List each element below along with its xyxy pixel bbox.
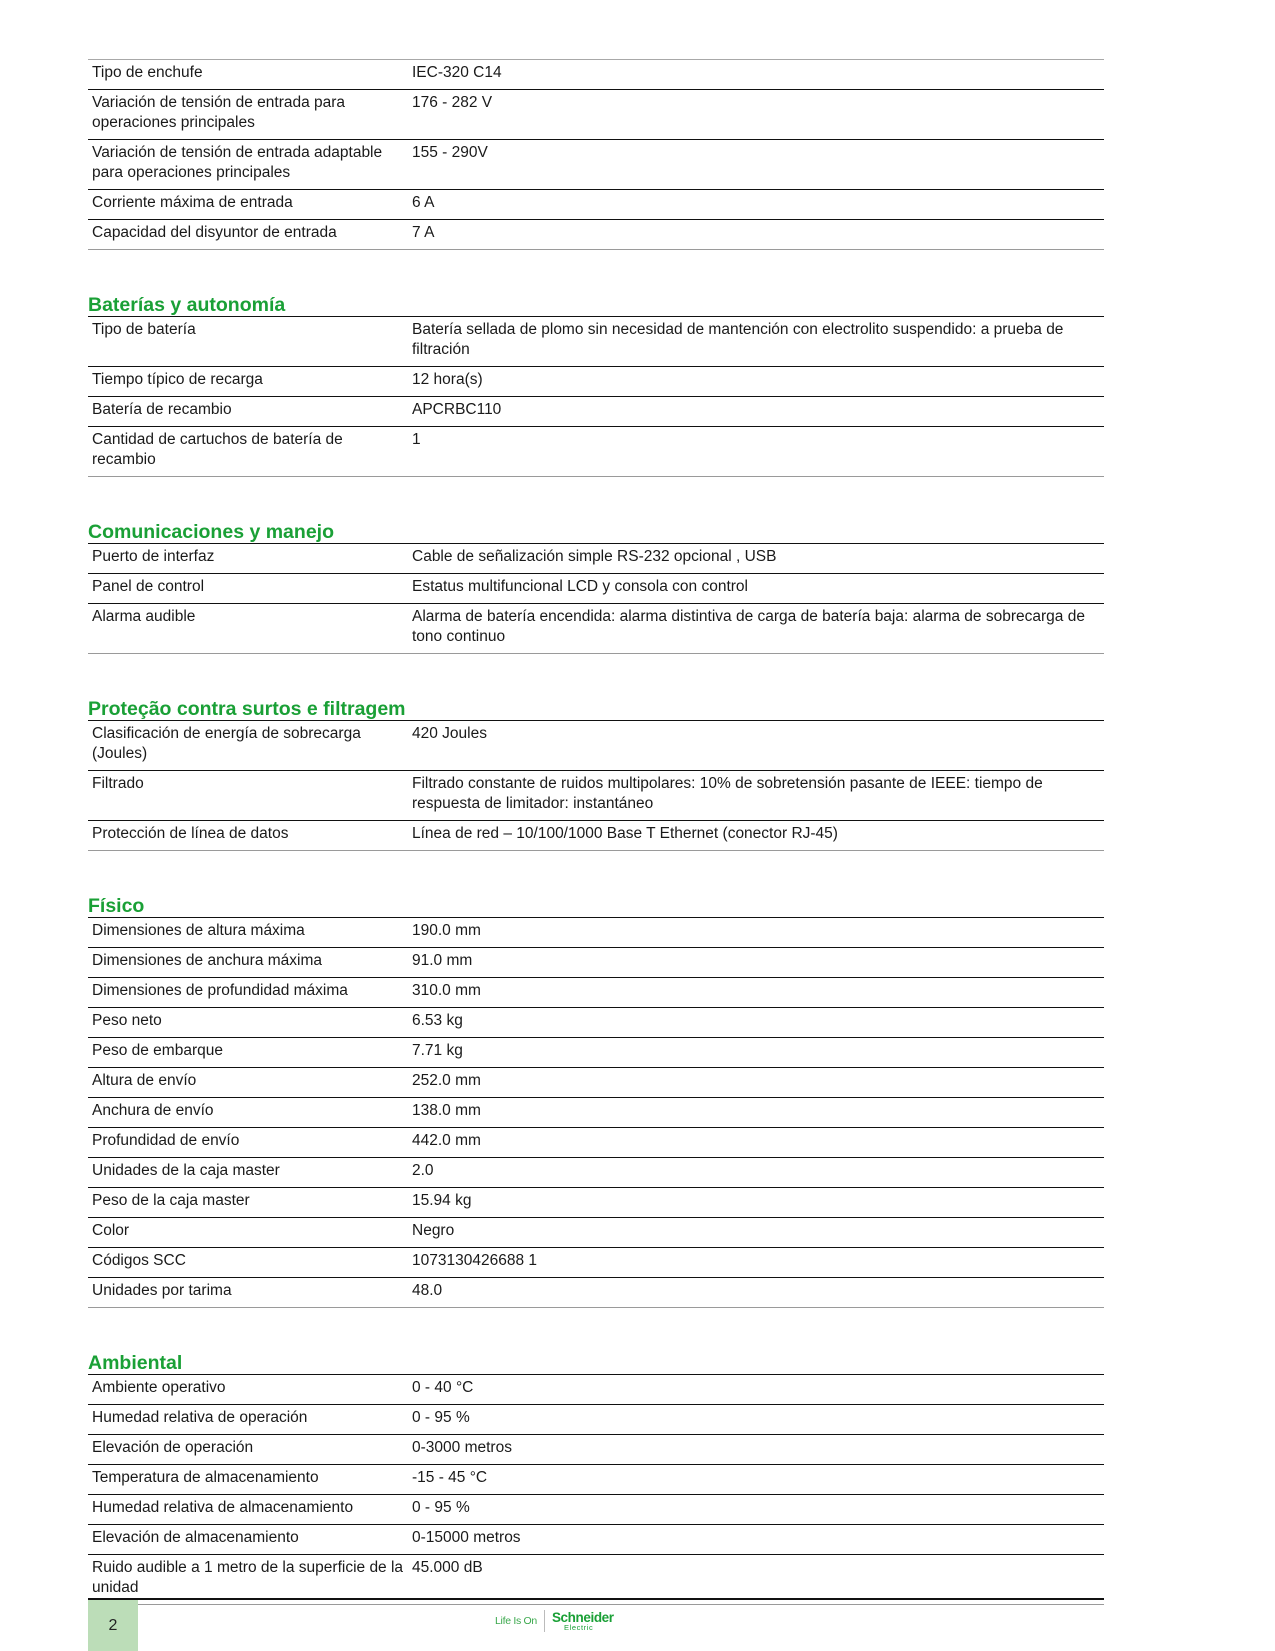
spec-label: Tiempo típico de recarga — [88, 367, 408, 397]
spec-value: 48.0 — [408, 1278, 1104, 1308]
spec-label: Tipo de enchufe — [88, 60, 408, 90]
spec-value: Estatus multifuncional LCD y consola con control — [408, 574, 1104, 604]
spec-value: IEC-320 C14 — [408, 60, 1104, 90]
table-row — [88, 1405, 1104, 1435]
table-row — [88, 367, 1104, 397]
spec-value: 0 - 95 % — [408, 1405, 1104, 1435]
spec-value: 442.0 mm — [408, 1128, 1104, 1158]
table-row — [88, 60, 1104, 90]
spec-label: Tipo de batería — [88, 317, 408, 367]
spec-label: Cantidad de cartuchos de batería de recambio — [88, 427, 408, 477]
table-row — [88, 948, 1104, 978]
spec-value: Filtrado constante de ruidos multipolares: 10% de sobretensión pasante de IEEE: tiempo de respuesta de limitador: instantáneo — [408, 771, 1104, 821]
spec-value: APCRBC110 — [408, 397, 1104, 427]
page-number: 2 — [88, 1600, 138, 1651]
spec-table-input — [88, 59, 1104, 250]
table-row — [88, 1038, 1104, 1068]
table-row — [88, 1495, 1104, 1525]
section-title: Ambiental — [88, 1352, 183, 1374]
table-row — [88, 1248, 1104, 1278]
table-row — [88, 1008, 1104, 1038]
table-row — [88, 574, 1104, 604]
table-row — [88, 1278, 1104, 1308]
spec-label: Dimensiones de anchura máxima — [88, 948, 408, 978]
table-row — [88, 397, 1104, 427]
spec-value: 45.000 dB — [408, 1555, 1104, 1605]
spec-label: Humedad relativa de almacenamiento — [88, 1495, 408, 1525]
spec-value: 1073130426688 1 — [408, 1248, 1104, 1278]
spec-value: 138.0 mm — [408, 1098, 1104, 1128]
spec-label: Peso neto — [88, 1008, 408, 1038]
schneider-logo — [495, 1606, 614, 1636]
spec-label: Color — [88, 1218, 408, 1248]
spec-value: -15 - 45 °C — [408, 1465, 1104, 1495]
spec-value: 0-15000 metros — [408, 1525, 1104, 1555]
spec-value: 6.53 kg — [408, 1008, 1104, 1038]
table-row — [88, 1098, 1104, 1128]
table-row — [88, 140, 1104, 190]
section-environmental — [88, 1352, 1104, 1605]
section-communications — [88, 521, 1104, 654]
spec-label: Unidades de la caja master — [88, 1158, 408, 1188]
table-row — [88, 721, 1104, 771]
table-row — [88, 90, 1104, 140]
spec-value: 310.0 mm — [408, 978, 1104, 1008]
spec-value: Cable de señalización simple RS-232 opcional , USB — [408, 544, 1104, 574]
section-physical — [88, 895, 1104, 1308]
spec-value: Línea de red – 10/100/1000 Base T Ethernet (conector RJ-45) — [408, 821, 1104, 851]
spec-value: 7.71 kg — [408, 1038, 1104, 1068]
spec-table-communications — [88, 543, 1104, 654]
table-row — [88, 427, 1104, 477]
spec-table-surge-protection — [88, 720, 1104, 851]
spec-value: 12 hora(s) — [408, 367, 1104, 397]
section-title: Comunicaciones y manejo — [88, 521, 334, 543]
spec-label: Unidades por tarima — [88, 1278, 408, 1308]
spec-label: Peso de embarque — [88, 1038, 408, 1068]
spec-value: 176 - 282 V — [408, 90, 1104, 140]
spec-value: Negro — [408, 1218, 1104, 1248]
spec-label: Variación de tensión de entrada adaptable para operaciones principales — [88, 140, 408, 190]
spec-label: Ruido audible a 1 metro de la superficie de la unidad — [88, 1555, 408, 1605]
spec-label: Temperatura de almacenamiento — [88, 1465, 408, 1495]
table-row — [88, 1525, 1104, 1555]
spec-label: Alarma audible — [88, 604, 408, 654]
spec-label: Ambiente operativo — [88, 1375, 408, 1405]
spec-label: Dimensiones de altura máxima — [88, 918, 408, 948]
spec-table-environmental — [88, 1374, 1104, 1605]
spec-label: Humedad relativa de operación — [88, 1405, 408, 1435]
section-input — [88, 59, 1104, 250]
spec-label: Panel de control — [88, 574, 408, 604]
spec-value: Alarma de batería encendida: alarma distintiva de carga de batería baja: alarma de sobrecarga de tono continuo — [408, 604, 1104, 654]
table-row — [88, 220, 1104, 250]
table-row — [88, 1218, 1104, 1248]
spec-value: 7 A — [408, 220, 1104, 250]
spec-table-physical — [88, 917, 1104, 1308]
table-row — [88, 771, 1104, 821]
table-row — [88, 544, 1104, 574]
spec-label: Puerto de interfaz — [88, 544, 408, 574]
spec-value: 0 - 95 % — [408, 1495, 1104, 1525]
spec-label: Altura de envío — [88, 1068, 408, 1098]
spec-label: Códigos SCC — [88, 1248, 408, 1278]
table-row — [88, 1375, 1104, 1405]
spec-label: Anchura de envío — [88, 1098, 408, 1128]
spec-label: Profundidad de envío — [88, 1128, 408, 1158]
table-row — [88, 1555, 1104, 1605]
brand-name: Schneider — [551, 1610, 614, 1625]
spec-label: Elevación de operación — [88, 1435, 408, 1465]
table-row — [88, 604, 1104, 654]
spec-label: Batería de recambio — [88, 397, 408, 427]
table-row — [88, 1128, 1104, 1158]
table-row — [88, 821, 1104, 851]
section-title: Baterías y autonomía — [88, 294, 286, 316]
table-row — [88, 1465, 1104, 1495]
tagline: Life Is On — [495, 1615, 537, 1627]
section-surge-protection — [88, 698, 1104, 851]
section-batteries — [88, 294, 1104, 477]
spec-label: Protección de línea de datos — [88, 821, 408, 851]
table-row — [88, 1435, 1104, 1465]
spec-label: Corriente máxima de entrada — [88, 190, 408, 220]
footer-divider — [88, 1598, 1104, 1600]
table-row — [88, 918, 1104, 948]
spec-value: 91.0 mm — [408, 948, 1104, 978]
spec-value: 190.0 mm — [408, 918, 1104, 948]
table-row — [88, 1068, 1104, 1098]
spec-value: 1 — [408, 427, 1104, 477]
spec-label: Variación de tensión de entrada para operaciones principales — [88, 90, 408, 140]
logo-divider — [544, 1610, 545, 1632]
spec-label: Dimensiones de profundidad máxima — [88, 978, 408, 1008]
table-row — [88, 317, 1104, 367]
spec-value: 155 - 290V — [408, 140, 1104, 190]
spec-value: Batería sellada de plomo sin necesidad de mantención con electrolito suspendido: a prueba de filtración — [408, 317, 1104, 367]
section-title: Físico — [88, 895, 145, 917]
spec-value: 15.94 kg — [408, 1188, 1104, 1218]
spec-label: Elevación de almacenamiento — [88, 1525, 408, 1555]
table-row — [88, 978, 1104, 1008]
section-title: Proteção contra surtos e filtragem — [88, 698, 406, 720]
spec-value: 420 Joules — [408, 721, 1104, 771]
spec-value: 0-3000 metros — [408, 1435, 1104, 1465]
spec-value: 2.0 — [408, 1158, 1104, 1188]
spec-value: 252.0 mm — [408, 1068, 1104, 1098]
table-row — [88, 190, 1104, 220]
table-row — [88, 1158, 1104, 1188]
brand-wordmark — [552, 1611, 614, 1631]
spec-label: Peso de la caja master — [88, 1188, 408, 1218]
spec-label: Capacidad del disyuntor de entrada — [88, 220, 408, 250]
spec-value: 0 - 40 °C — [408, 1375, 1104, 1405]
brand-sub: Electric — [563, 1622, 594, 1632]
spec-sheet — [88, 59, 1104, 1605]
table-row — [88, 1188, 1104, 1218]
spec-table-batteries — [88, 316, 1104, 477]
spec-value: 6 A — [408, 190, 1104, 220]
spec-label: Filtrado — [88, 771, 408, 821]
spec-label: Clasificación de energía de sobrecarga (Joules) — [88, 721, 408, 771]
